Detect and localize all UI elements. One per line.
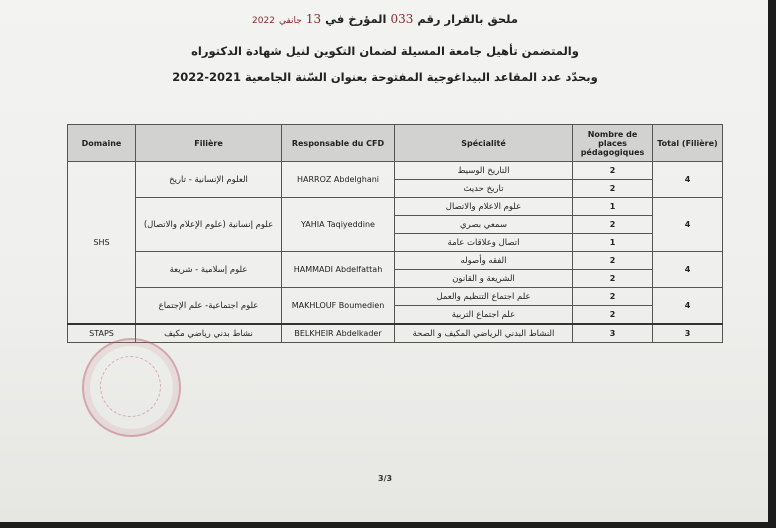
- places-cell: 2: [573, 288, 653, 306]
- places-cell: 2: [573, 252, 653, 270]
- filiere-cell: علوم إنسانية (علوم الإعلام والاتصال): [136, 198, 282, 252]
- header-line-1: [150, 12, 620, 26]
- table-header-row: [68, 125, 723, 162]
- col-header-filiere: Filière: [136, 125, 282, 162]
- col-header-specialite: Spécialité: [395, 125, 573, 162]
- places-cell: 2: [573, 270, 653, 288]
- specialite-cell: التاريخ الوسيط: [395, 162, 573, 180]
- responsable-cell: BELKHEIR Abdelkader: [282, 324, 395, 343]
- filiere-cell: نشاط بدني رياضي مكيف: [136, 324, 282, 343]
- specialite-cell: الفقه وأصوله: [395, 252, 573, 270]
- domaine-cell-staps: STAPS: [68, 324, 136, 343]
- specialite-cell: علوم الاعلام والاتصال: [395, 198, 573, 216]
- places-cell: 2: [573, 180, 653, 198]
- responsable-cell: HAMMADI Abdelfattah: [282, 252, 395, 288]
- filiere-cell: علوم إسلامية - شريعة: [136, 252, 282, 288]
- total-cell: 4: [653, 288, 723, 325]
- specialite-cell: الشريعة و القانون: [395, 270, 573, 288]
- places-cell: 2: [573, 216, 653, 234]
- specialite-cell: النشاط البدني الرياضي المكيف و الصحة: [395, 324, 573, 343]
- col-header-responsable: Responsable du CFD: [282, 125, 395, 162]
- table-row: [68, 324, 723, 343]
- specialite-cell: اتصال وعلاقات عامة: [395, 234, 573, 252]
- col-header-domaine: Domaine: [68, 125, 136, 162]
- total-cell: 4: [653, 162, 723, 198]
- filiere-cell: علوم اجتماعية- علم الإجتماع: [136, 288, 282, 325]
- table-row: [68, 252, 723, 270]
- official-stamp: [82, 338, 181, 437]
- total-cell: 4: [653, 252, 723, 288]
- total-cell: 4: [653, 198, 723, 252]
- total-cell: 3: [653, 324, 723, 343]
- places-table: [67, 124, 723, 343]
- places-cell: 3: [573, 324, 653, 343]
- table-row: [68, 288, 723, 306]
- places-cell: 1: [573, 198, 653, 216]
- filiere-cell: العلوم الإنسانية - تاريخ: [136, 162, 282, 198]
- domaine-cell-shs: SHS: [68, 162, 136, 325]
- places-cell: 1: [573, 234, 653, 252]
- decision-number: 033: [390, 12, 414, 26]
- table-row: [68, 162, 723, 180]
- places-cell: 2: [573, 306, 653, 325]
- col-header-total: Total (Filière): [653, 125, 723, 162]
- official-stamp-inner-ring: [100, 356, 161, 417]
- responsable-cell: MAKHLOUF Boumedien: [282, 288, 395, 325]
- decision-day: 13: [305, 12, 322, 26]
- specialite-cell: علم اجتماع التنظيم والعمل: [395, 288, 573, 306]
- decision-prefix: ملحق بالقرار رقم: [417, 12, 518, 26]
- responsable-cell: HARROZ Abdelghani: [282, 162, 395, 198]
- decision-month: جانفي: [278, 16, 302, 26]
- header-line-2: والمتضمن تأهيل جامعة المسيلة لضمان التكوين لنيل شهادة الدكتوراه: [191, 44, 579, 58]
- header-line-3: وبحدّد عدد المقاعد البيداغوجية المفتوحة بعنوان السّنة الجامعية 2021-2022: [172, 70, 598, 84]
- responsable-cell: YAHIA Taqiyeddine: [282, 198, 395, 252]
- specialite-cell: سمعي بصري: [395, 216, 573, 234]
- specialite-cell: علم اجتماع التربية: [395, 306, 573, 325]
- specialite-cell: تاريخ حديث: [395, 180, 573, 198]
- page-number: 3/3: [378, 474, 393, 483]
- places-cell: 2: [573, 162, 653, 180]
- decision-dated: المؤرخ في: [325, 12, 387, 26]
- col-header-places: Nombre de places pédagogiques: [573, 125, 653, 162]
- table-row: [68, 198, 723, 216]
- decision-year: 2022: [252, 16, 275, 26]
